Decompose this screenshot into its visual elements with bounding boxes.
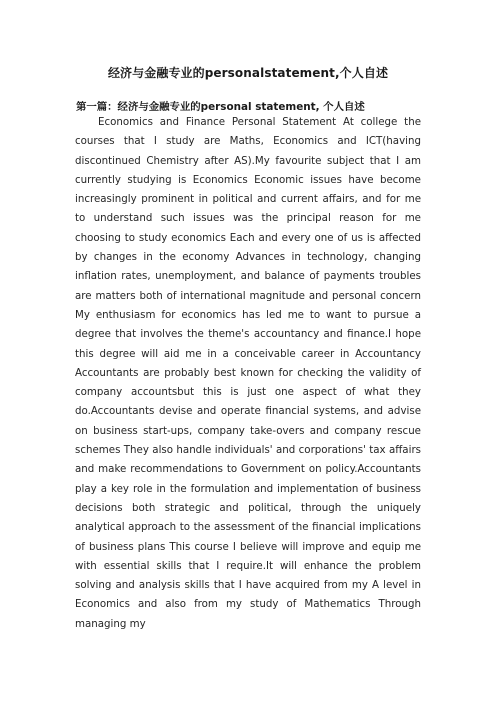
document-title: 经济与金融专业的personalstatement,个人自述 — [107, 66, 389, 80]
body-paragraph: Economics and Finance Personal Statement At college the courses that I study are Maths, Economics and ICT(having discontinued Chemistry after AS).My favourite subject that I am currently studying is Economics Economic issues have become increasingly prominent in political and current affairs, and for me to understand such issues was the principal reason for me choosing to study economics Each and every one of us is affected by changes in the economy Advances in technology, changing inflation rates, unemployment, and balance of payments troubles are matters both of international magnitude and personal concern My enthusiasm for economics has led me to want to pursue a degree that involves the theme's accountancy and finance.I hope this degree will aid me in a conceivable career in Accountancy Accountants are probably best known for checking the validity of company accountsbut this is just one aspect of what they do.Accountants devise and operate financial systems, and advise on business start-ups, company take-overs and company rescue schemes They also handle individuals' and corporations' tax affairs and make recommendations to Government on policy.Accountants play a key role in the formulation and implementation of business decisions both strategic and political, through the uniquely analytical approach to the assessment of the financial implications of business plans This course I believe will improve and equip me with essential skills that I require.It will enhance the problem solving and analysis skills that I have acquired from my A level in Economics and also from my study of Mathematics Through managing my — [75, 116, 421, 630]
section-heading: 第一篇：经济与金融专业的personal statement, 个人自述 — [76, 101, 365, 113]
